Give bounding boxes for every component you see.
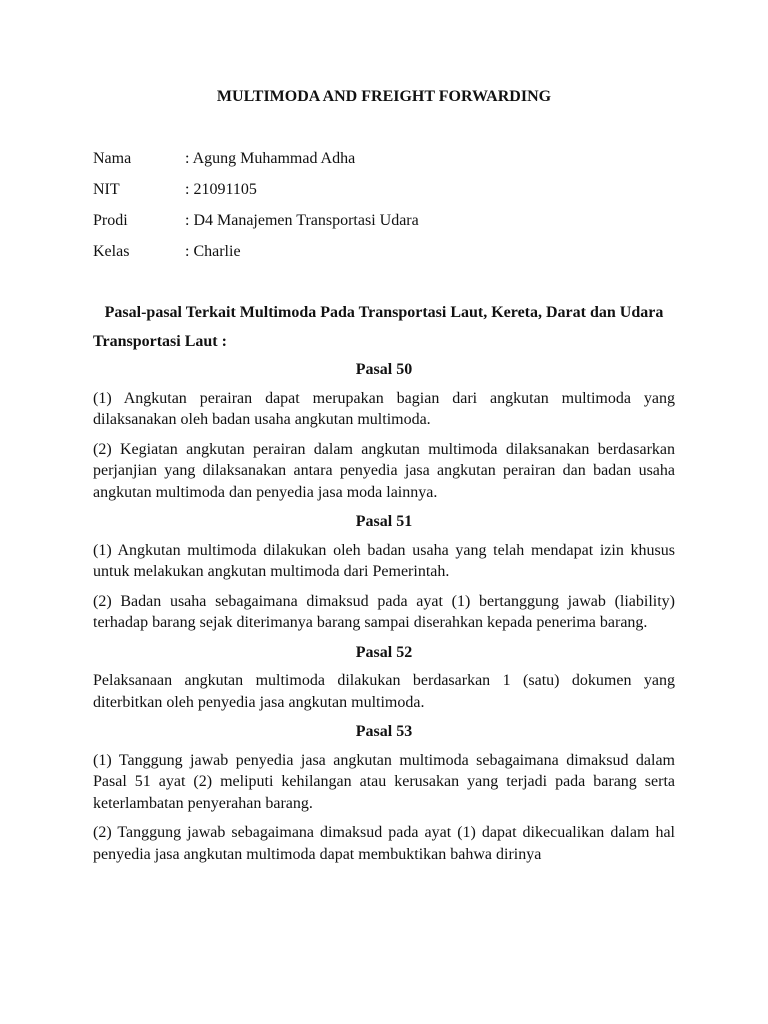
section-title: Pasal-pasal Terkait Multimoda Pada Transportasi Laut, Kereta, Darat dan Udara (104, 304, 664, 321)
pasal-53-paragraph-2: (2) Tanggung jawab sebagaimana dimaksud pada ayat (1) dapat dikecualikan dalam hal penyedia jasa angkutan multimoda dapat membuktikan bahwa dirinya (93, 824, 675, 863)
identity-row-kelas (93, 241, 675, 272)
pasal-52-heading: Pasal 52 (355, 643, 413, 661)
identity-label: Kelas (93, 243, 130, 260)
document-title: MULTIMODA AND FREIGHT FORWARDING (216, 88, 552, 105)
subsection-heading: Transportasi Laut : (93, 332, 227, 350)
identity-block (93, 148, 675, 272)
identity-label: Prodi (93, 212, 128, 229)
pasal-52-paragraph-1: Pelaksanaan angkutan multimoda dilakukan berdasarkan 1 (satu) dokumen yang diterbitkan oleh penyedia jasa angkutan multimoda. (93, 672, 675, 711)
pasal-50-heading: Pasal 50 (355, 361, 413, 378)
identity-value: : Charlie (185, 243, 241, 260)
pasal-51-paragraph-1: (1) Angkutan multimoda dilakukan oleh badan usaha yang telah mendapat izin khusus untuk melakukan angkutan multimoda dari Pemerintah. (93, 541, 675, 580)
identity-value: : 21091105 (185, 181, 257, 198)
identity-label: Nama (93, 150, 132, 167)
identity-value: : D4 Manajemen Transportasi Udara (185, 212, 419, 229)
identity-label: NIT (93, 181, 120, 198)
pasal-50-paragraph-2: (2) Kegiatan angkutan perairan dalam angkutan multimoda dilaksanakan berdasarkan perjanjian yang dilaksanakan antara penyedia jasa angkutan perairan dan badan usaha angkutan multimoda dan penyedia jasa moda lainnya. (93, 440, 675, 501)
pasal-51-paragraph-2: (2) Badan usaha sebagaimana dimaksud pada ayat (1) bertanggung jawab (liability) terhadap barang sejak diterimanya barang sampai diserahkan kepada penerima barang. (93, 592, 675, 631)
identity-row-prodi (93, 210, 675, 241)
pasal-51-heading: Pasal 51 (355, 513, 413, 530)
document-body (93, 302, 675, 873)
identity-row-nama (93, 148, 675, 179)
identity-value: : Agung Muhammad Adha (185, 150, 356, 167)
pasal-53-heading: Pasal 53 (355, 723, 413, 740)
identity-row-nit (93, 179, 675, 210)
pasal-53-paragraph-1: (1) Tanggung jawab penyedia jasa angkutan multimoda sebagaimana dimaksud dalam Pasal 51 ayat (2) meliputi kehilangan atau kerusakan yang terjadi pada barang serta keterlambatan penyerahan barang. (93, 751, 675, 812)
pasal-50-paragraph-1: (1) Angkutan perairan dapat merupakan bagian dari angkutan multimoda yang dilaksanakan oleh badan usaha angkutan multimoda. (93, 389, 675, 428)
